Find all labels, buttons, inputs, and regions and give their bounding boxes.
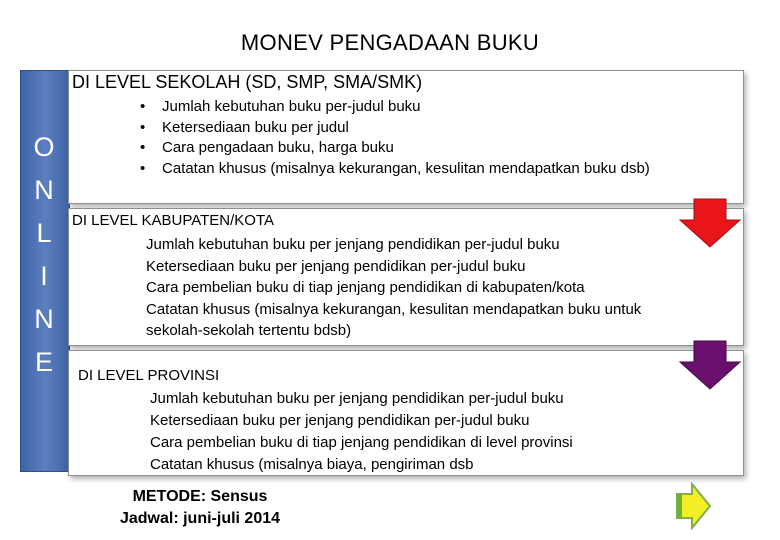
bullet-icon: • — [140, 139, 146, 156]
online-letter: O — [33, 132, 55, 162]
list-item: Jumlah kebutuhan buku per jenjang pendidikan per-judul buku — [146, 236, 560, 253]
province-level-list — [150, 388, 573, 476]
school-level-list — [140, 97, 650, 179]
online-letter: I — [40, 261, 48, 291]
district-level-list — [146, 234, 641, 342]
list-item: • Jumlah kebutuhan buku per-judul buku — [140, 97, 650, 118]
schedule-text: Jadwal: juni-juli 2014 — [119, 510, 281, 527]
list-item: Ketersediaan buku per jenjang pendidikan per-judul buku — [146, 257, 526, 275]
list-item: Ketersediaan buku per jenjang pendidikan per-judul buku — [150, 412, 530, 429]
school-level-heading: DI LEVEL SEKOLAH (SD, SMP, SMA/SMK) — [72, 72, 423, 92]
list-item: • Catatan khusus (misalnya kekurangan, kesulitan mendapatkan buku dsb) — [140, 159, 650, 180]
online-label — [20, 126, 68, 384]
district-level-heading: DI LEVEL KABUPATEN/KOTA — [72, 212, 275, 229]
list-item: • Ketersediaan buku per judul — [140, 118, 650, 139]
online-letter: N — [34, 304, 54, 334]
down-arrow-icon — [678, 198, 742, 248]
list-item: Catatan khusus (misalnya kekurangan, kesulitan mendapatkan buku untuk — [146, 300, 642, 318]
method-text: METODE: Sensus — [132, 488, 268, 505]
list-item: Cara pembelian buku di tiap jenjang pendidikan di level provinsi — [150, 434, 573, 451]
list-item: Jumlah kebutuhan buku per jenjang pendidikan per-judul buku — [150, 390, 564, 407]
next-arrow-icon[interactable] — [676, 482, 712, 530]
list-item: Catatan khusus (misalnya biaya, pengiriman dsb — [150, 456, 474, 473]
online-letter: E — [34, 347, 53, 377]
online-letter: N — [34, 175, 54, 205]
bullet-icon: • — [140, 159, 146, 177]
province-level-heading: DI LEVEL PROVINSI — [78, 367, 220, 384]
down-arrow-icon — [678, 340, 742, 390]
list-item: • Cara pengadaan buku, harga buku — [140, 138, 650, 159]
bullet-icon: • — [140, 118, 146, 136]
list-item: Cara pembelian buku di tiap jenjang pendidikan di kabupaten/kota — [146, 279, 585, 296]
bullet-icon: • — [140, 98, 146, 115]
page-title: MONEV PENGADAAN BUKU — [240, 30, 540, 55]
online-letter: L — [36, 218, 52, 248]
list-item: sekolah-sekolah tertentu bdsb) — [146, 322, 352, 339]
footer — [0, 486, 400, 530]
